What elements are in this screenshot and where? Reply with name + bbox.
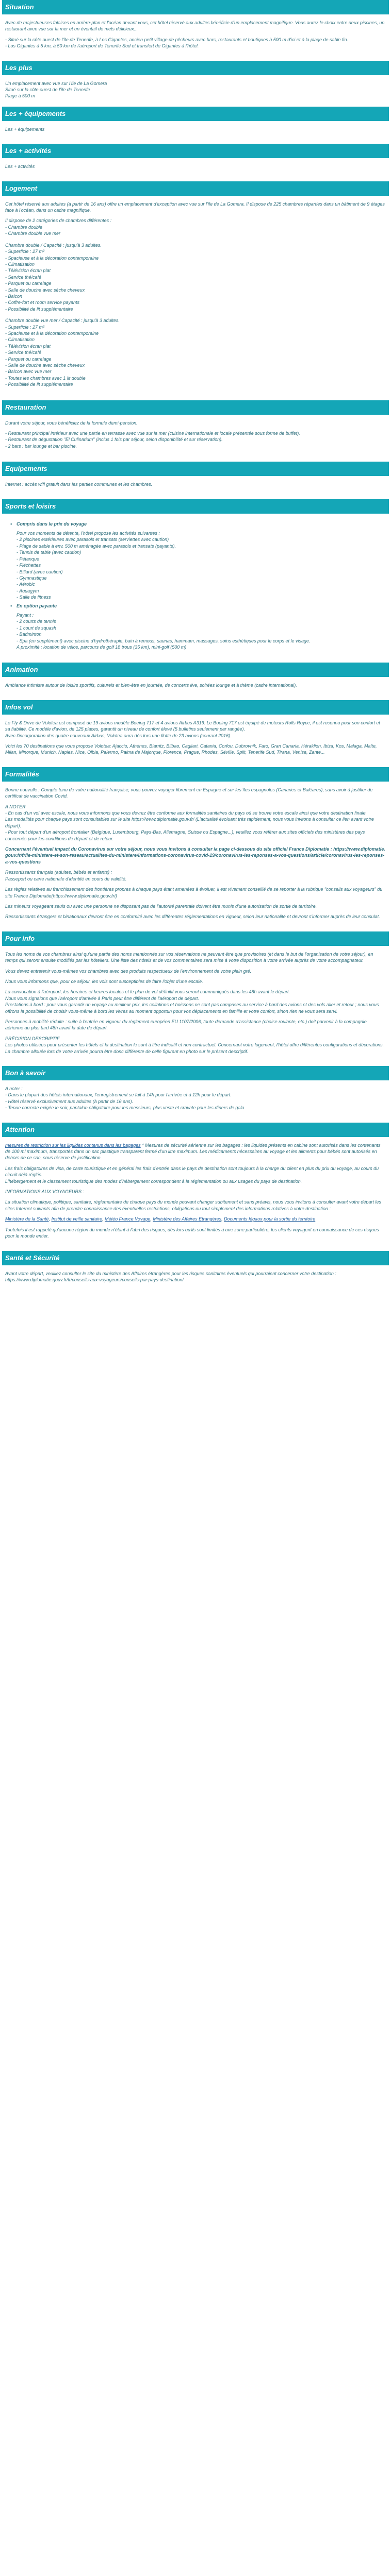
section-title-equipements-plus: Les + équipements: [2, 107, 389, 121]
section-title-situation: Situation: [2, 0, 389, 14]
pourinfo-paragraph: Personnes à mobilité réduite : suite à l'entrée en vigueur du règlement européen EU 1107/2006, toute demande d'assistance (chaise roulante, etc.) doit parvenir à la compagnie aérienne au plus tard 48h avant la date de départ.: [5, 1019, 367, 1031]
room-feature: - Possibilité de lit supplémentaire: [5, 306, 73, 312]
room-title: Chambre double / Capacité : jusqu'à 3 adultes.: [5, 242, 102, 248]
attention-paragraph: Toutefois il est rappelé qu'aucune région du monde n'étant à l'abri des risques, dès lors qu'ils sont limités à une zone particulière, les clients voyagent en connaissance de ces risques pour le monde entier.: [5, 1227, 379, 1239]
section-infos-vol: [2, 715, 389, 762]
section-title-animation: Animation: [2, 663, 389, 677]
room-feature: - Toutes les chambres avec 1 lit double: [5, 375, 86, 381]
section-title-restauration: Restauration: [2, 400, 389, 415]
les-plus-line: Un emplacement avec vue sur l'île de La Gomera: [5, 80, 107, 86]
animation-text: Ambiance intimiste autour de loisirs sportifs, culturels et bien-être en journée, de concerts live, soirées lounge et à thème (cadre international).: [5, 683, 297, 688]
restauration-line: - Restaurant principal intérieur avec une partie en terrasse avec vue sur la mer (cuisine internationale et locale présentée sous forme de buffet).: [5, 431, 300, 436]
room-title: Chambre double vue mer / Capacité : jusqu'à 3 adultes.: [5, 318, 120, 324]
sports-bullet-paid: • En option payante: [5, 603, 386, 609]
attention-paragraph: [5, 1142, 386, 1161]
section-restauration: [2, 415, 389, 457]
les-plus-line: Situé sur la côte ouest de l'île de Tenerife: [5, 87, 90, 93]
section-animation: [2, 677, 389, 694]
savoir-paragraph: A noter : - Dans le plupart des hôtels internationaux, l'enregistrement se fait à 14h pour l'arrivée et à 12h pour le départ. - Hôtel réservé exclusivement aux adultes (à partir de 16 ans). - Tenue correcte exigée le soir, pantalon obligatoire pour les messieurs, plus veste et cravate pour les dîners de gala.: [5, 1086, 246, 1111]
formalites-paragraph-coronavirus: Concernant l'éventuel impact du Coronavirus sur votre séjour, nous vous invitons à consulter la page ci-dessous du site officiel France Diplomatie : https://www.diplomatie.gouv.fr/fr/le-ministere-et-son-reseau/actualites-du-ministere/informations-coronavirus-covid-19/coronavirus-les-reponses-a-vos-questions/article/coronavirus-les-reponses-a-vos-questions: [5, 846, 385, 865]
sports-bullet-included: • Compris dans le prix du voyage: [5, 521, 386, 527]
sports-paid-item: - 1 court de squash: [17, 625, 57, 631]
formalites-paragraph: Ressortissants français (adultes, bébés et enfants) : Passeport ou carte nationale d'identité en cours de validité.: [5, 870, 127, 882]
formalites-paragraph: Les mineurs voyageant seuls ou avec une personne ne disposant pas de l'autorité parentale doivent être munis d'une autorisation de sortie de territoire.: [5, 903, 317, 909]
attention-paragraph: La situation climatique, politique, sanitaire, réglementaire de chaque pays du monde pouvant changer subitement et sans préavis, nous vous invitons à consulter avant votre départ les sites Internet suivants afin de prendre connaissance des éventuelles restrictions, obligations ou tout simplement des informations relatives à votre destination :: [5, 1199, 381, 1211]
formalites-paragraph: Les règles relatives au franchissement des frontières propres à chaque pays étant amenées à évoluer, il est vivement conseillé de se reporter à la rubrique "conseils aux voyageurs" du site France Diplomatie(https://www.diplomatie.gouv.fr/): [5, 887, 383, 899]
room-feature: - Parquet ou carrelage: [5, 356, 52, 362]
room-feature: - Parquet ou carrelage: [5, 281, 52, 286]
room-feature: - Balcon avec vue mer: [5, 369, 52, 375]
sports-paid-intro: Payant :: [17, 612, 34, 618]
sports-item: - Tennis de table (avec caution): [17, 550, 82, 555]
section-title-attention: Attention: [2, 1123, 389, 1137]
les-plus-line: Plage à 500 m: [5, 93, 36, 99]
formalites-paragraph: Ressortissants étrangers et binationaux devront être en conformité avec les différentes réglementations en vigueur, selon leur nationalité et devront s'informer auprès de leur consulat.: [5, 914, 380, 920]
room-feature: - Possibilité de lit supplémentaire: [5, 382, 73, 387]
link-ministere-sante[interactable]: Ministère de la Santé: [5, 1216, 49, 1222]
section-title-activites-plus: Les + activités: [2, 144, 389, 158]
pourinfo-paragraph: La convocation à l'aéroport, les horaires et heures locales et le plan de vol définitif vous seront communiqués dans les 48h avant le départ. Nous vous signalons que l'aéroport d'arrivée à Paris peut être différent de l'aéroport de départ. Prestations à bord : pour vous garantir un voyage au meilleur prix, les collations et boissons ne sont pas comprises au service à bord des avions et des vols aller et retour ; nous vous offrons la possibilité de choisir vous-même à bord les vivres au moment opportun pour vos déplacements en famille et votre confort, sinon rien ne vous sera servi.: [5, 989, 379, 1014]
attention-paragraph-text: * Mesures de sécurité aérienne sur les bagages : les liquides présents en cabine sont autorisés dans les contenants de 100 ml maximum, transportés dans un sac plastique transparent fermé d'un litre maximum. Les médicaments nécessaires au voyage et les aliments pour bébés sont autorisés en dehors de ce sac, sous réserve de justification.: [5, 1142, 381, 1161]
pourinfo-paragraph: Nous vous informons que, pour ce séjour, les vols sont susceptibles de faire l'objet d'une escale.: [5, 978, 203, 984]
sports-item: - Pétanque: [17, 556, 40, 562]
room-feature: - Balcon: [5, 293, 23, 299]
sports-item: - Fléchettes: [17, 563, 41, 568]
sports-item: - Plage de sable à env. 500 m aménagée avec parasols et transats (payants).: [17, 543, 176, 549]
section-title-infos-vol: Infos vol: [2, 700, 389, 715]
link-affaires-etrangeres[interactable]: Ministère des Affaires Etrangères: [153, 1216, 222, 1222]
sports-paid-list: [5, 612, 386, 650]
attention-links: Ministère de la Santé, Institut de veille sanitaire, Météo France Voyage, Ministère des Affaires Etrangères, Documents légaux pour la sortie du territoire: [5, 1216, 316, 1222]
pourinfo-paragraph: Tous les noms de vos chambres ainsi qu'une partie des noms mentionnés sur vos réservations ne peuvent être que provisoires (et dans le but de l'organisation de votre séjour), en temps qui seront ensuite modifiés par les hôteliers. Une liste des hôtels et de vos commentaires sera mise à votre disposition à votre arrivée auprès de votre accompagnateur.: [5, 951, 373, 963]
sports-paid-item: - Badminton: [17, 632, 42, 637]
room-feature: - Coffre-fort et room service payants: [5, 300, 80, 306]
section-title-logement: Logement: [2, 181, 389, 196]
infos-paragraph: Le Fly & Drive de Volotea est composé de 19 avions modèle Boeing 717 et 4 avions Airbus A319. Le Boeing 717 est équipé de moteurs Rolls Royce, il est reconnu pour son confort et sa fiabilité. Ce modèle d'avion, de 125 places, garantit un niveau de confort élevé (5 bulletins seulement par rangée). Avec l'incorporation des quatre nouveaux Airbus, Volotea aura dès lors une flotte de 23 avions (courant 2016).: [5, 720, 380, 738]
room-feature: - Spacieuse et à la décoration contemporaine: [5, 330, 99, 336]
section-title-les-plus: Les plus: [2, 61, 389, 75]
sports-intro: Pour vos moments de détente, l'hôtel propose les activités suivantes :: [17, 531, 160, 536]
restauration-line: - 2 bars : bar lounge et bar piscine.: [5, 443, 77, 449]
sante-text: Avant votre départ, veuillez consulter le site du ministère des Affaires étrangères pour les risques sanitaires éventuels qui pourraient concerner votre destination : https://www.diplomatie.gouv.fr/fr/conseils-aux-voyageurs/conseils-par-pays-destination/: [5, 1270, 336, 1282]
link-liquides-restriction[interactable]: mesures de restriction sur les liquides contenus dans les bagages: [5, 1142, 141, 1148]
section-title-sports: Sports et loisirs: [2, 499, 389, 514]
pourinfo-paragraph: Vous devez entretenir vous-mêmes vos chambres avec des produits respectueux de l'environnement de votre plein gré.: [5, 968, 252, 974]
restauration-intro: Durant votre séjour, vous bénéficiez de la formule demi-pension.: [5, 420, 138, 426]
sports-paid-item: - Spa (en supplément) avec piscine d'hydrothérapie, bain à remous, saunas, hammam, massages, soins esthétiques pour le corps et le visage.: [17, 638, 311, 643]
section-logement: [2, 196, 389, 395]
link-meteo-france[interactable]: Météo France Voyage: [105, 1216, 151, 1222]
room-feature: - Spacieuse et à la décoration contemporaine: [5, 255, 99, 261]
room-feature: - Télévision écran plat: [5, 268, 51, 274]
situation-paragraph: - Situé sur la côte ouest de l'île de Tenerife, à Los Gigantes, ancien petit village de pêcheurs avec bars, restaurants et boutiques à 500 m d'ici et à la plage de sable fin. - Los Gigantes à 5 km, à 50 km de l'aéroport de Tenerife Sud et transfert de Gigantes à l'hôtel.: [5, 37, 349, 49]
formalites-paragraph: A NOTER - En cas d'un vol avec escale, nous vous informons que vous devrez être conforme aux formalités sanitaires du pays où se trouve votre escale ainsi que votre destination finale. Les modalités pour chaque pays sont consultables sur le site https://www.diplomatie.gouv.fr/ (L'actualité évoluant très rapidement, nous vous invitons à consulter ce lien avant votre départ). - Pour tout départ d'un aéroport frontalier (Belgique, Luxembourg, Pays-Bas, Allemagne, Suisse ou Espagne...), veuillez vous référer aux sites officiels des ministères des pays concernés pour les conditions de départ et de retour.: [5, 804, 374, 841]
pourinfo-paragraph: PRÉCISION DESCRIPTIF Les photos utilisées pour présenter les hôtels et la destination le sont à titre indicatif et non contractuel. Concernant votre logement, l'hôtel offre différentes configurations et décorations. La chambre allouée lors de votre arrivée pourra être donc différente de celle figurant en photo sur le présent descriptif.: [5, 1036, 384, 1054]
link-veille-sanitaire[interactable]: Institut de veille sanitaire: [51, 1216, 103, 1222]
sports-paid-item: - 2 courts de tennis: [17, 619, 56, 624]
logement-intro: Cet hôtel réservé aux adultes (à partir de 16 ans) offre un emplacement d'exception avec vue sur l'île de La Gomera. Il dispose de 225 chambres réparties dans un bâtiment de 9 étages face à l'océan, dans un cadre magnifique.: [5, 201, 385, 213]
room-feature: - Superficie : 27 m²: [5, 249, 45, 255]
restauration-line: - Restaurant de dégustation "El Culinarium" (inclus 1 fois par séjour, selon disponibilité et sur réservation).: [5, 437, 223, 443]
sports-item: - Billard (avec caution): [17, 569, 63, 574]
section-sante-securite: [2, 1265, 389, 1290]
section-situation: [2, 14, 389, 56]
sports-item: - 2 piscines extérieures avec parasols et transats (serviettes avec caution): [17, 537, 169, 543]
section-title-sante-securite: Santé et Sécurité: [2, 1251, 389, 1265]
room-feature: - Salle de douche avec sèche cheveux: [5, 363, 85, 368]
infos-paragraph: Voici les 70 destinations que vous propose Volotea: Ajaccio, Athènes, Biarritz, Bilbao, Cagliari, Catania, Corfou, Dubrovnik, Faro, Gran Canaria, Héraklion, Ibiza, Kos, Malaga, Malte, Milan, Minorque, Munich, Naples, Nice, Olbia, Palermo, Palma de Majorque, Florence, Prague, Rhodes, Séville, Split, Tenerife Sud, Tirana, Venise, Zante...: [5, 743, 377, 755]
sports-item: - Aérobic: [17, 582, 35, 587]
section-sports: [2, 514, 389, 658]
sports-item: - Aquagym: [17, 588, 39, 594]
room-feature: - Salle de douche avec sèche cheveux: [5, 287, 85, 293]
room-feature: - Service thé/café: [5, 274, 42, 280]
section-equipements: [2, 476, 389, 494]
formalites-paragraph: Bonne nouvelle ; Compte tenu de votre nationalité française, vous pouvez voyager librement en Espagne et sur les îles espagnoles (Canaries et Baléares), sans avoir à justifier de certificat de vaccination Covid.: [5, 787, 373, 799]
logement-category: - Chambre double: [5, 224, 43, 230]
section-equipements-plus: [2, 121, 389, 139]
activites-plus-text: Les + activités: [5, 164, 35, 170]
sports-paid-item: A proximité : location de vélos, parcours de golf 18 trous (35 km), mini-golf (500 m): [17, 644, 187, 650]
room-feature: - Climatisation: [5, 337, 35, 343]
attention-paragraph: Les frais obligatoires de visa, de carte touristique et en général les frais d'entrée dans le pays de destination sont toujours à la charge du client en plus du prix du voyage, au cours du circuit déjà réglés. L'hébergement et le classement touristique des modes d'hébergement correspondent à la réglementation ou aux usages du pays de destination.: [5, 1165, 379, 1184]
section-les-plus: [2, 75, 389, 101]
room-feature: - Superficie : 27 m²: [5, 324, 45, 330]
section-title-formalites: Formalités: [2, 767, 389, 782]
section-title-pour-info: Pour info: [2, 931, 389, 946]
logement-categories-intro: Il dispose de 2 catégories de chambres différentes :: [5, 218, 112, 224]
section-formalites: [2, 782, 389, 926]
sports-item: - Salle de fitness: [17, 595, 51, 600]
room-feature: - Service thé/café: [5, 350, 42, 355]
link-documents-sortie[interactable]: Documents légaux pour la sortie du territoire: [224, 1216, 316, 1222]
section-attention: [2, 1137, 389, 1246]
sports-item: - Gymnastique: [17, 575, 47, 581]
section-title-equipements: Equipements: [2, 462, 389, 476]
attention-paragraph: INFORMATIONS AUX VOYAGEURS :: [5, 1189, 85, 1195]
section-title-bon-a-savoir: Bon à savoir: [2, 1066, 389, 1080]
room-feature: - Climatisation: [5, 261, 35, 267]
section-activites-plus: [2, 158, 389, 176]
room-feature: - Télévision écran plat: [5, 343, 51, 349]
section-bon-a-savoir: [2, 1080, 389, 1117]
situation-paragraph: Avec de majestueuses falaises en arrière-plan et l'océan devant vous, cet hôtel réservé aux adultes bénéficie d'un emplacement magnifique. Vous aurez le choix entre deux piscines, un restaurant avec vue sur la mer et un éventail de mets délicieux...: [5, 20, 385, 32]
equipements-plus-text: Les + équipements: [5, 126, 45, 132]
section-pour-info: [2, 946, 389, 1061]
logement-category: - Chambre double vue mer: [5, 231, 61, 236]
sports-included-list: [5, 530, 386, 600]
equipements-text: Internet : accès wifi gratuit dans les parties communes et les chambres.: [5, 482, 153, 487]
